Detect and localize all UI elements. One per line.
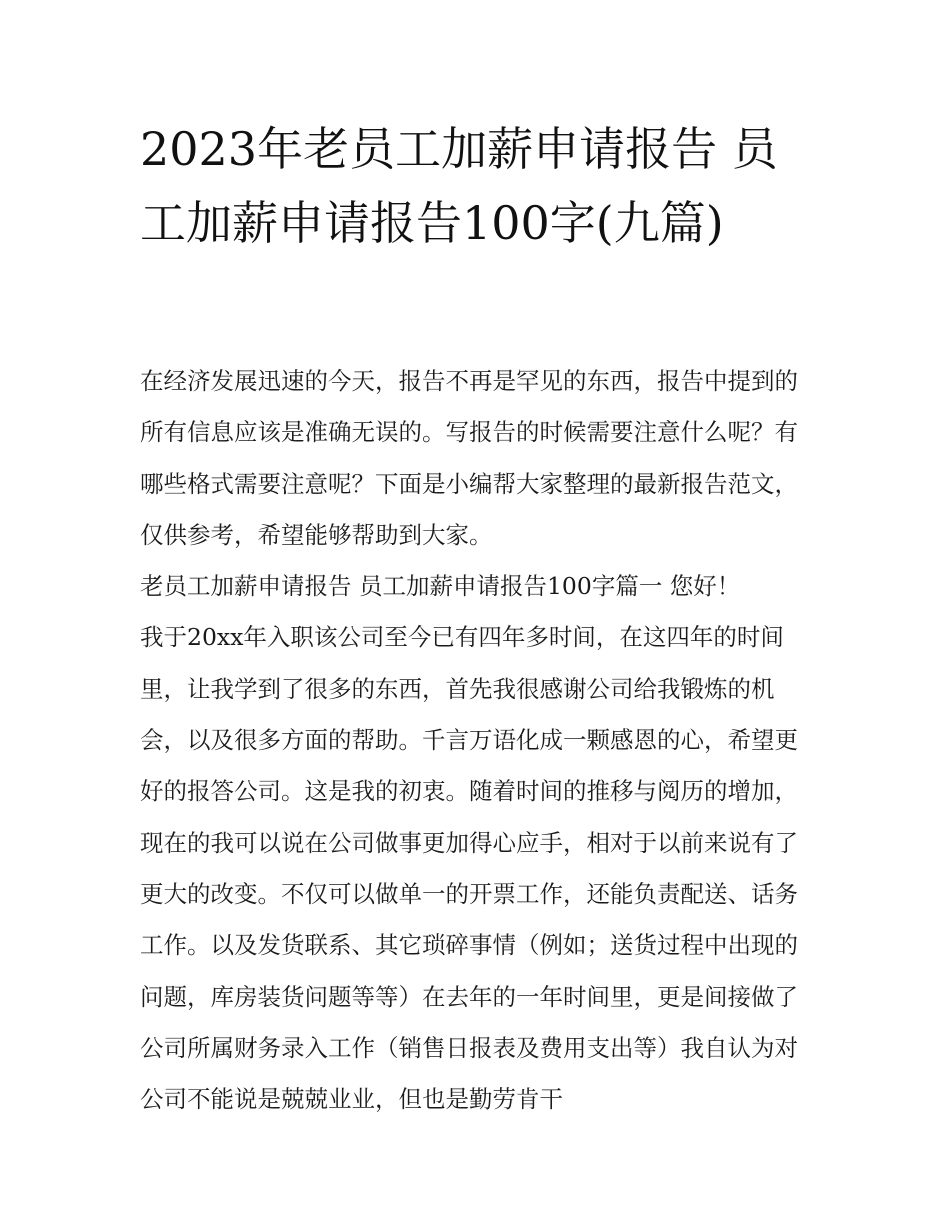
document-body [140, 356, 820, 1125]
intro-paragraph: 在经济发展迅速的今天，报告不再是罕见的东西，报告中提到的所有信息应该是准确无误的。写报告的时候需要注意什么呢？有哪些格式需要注意呢？下面是小编帮大家整理的最新报告范文，仅供参考，希望能够帮助到大家。 [140, 367, 798, 549]
section-heading-paragraph: 老员工加薪申请报告 员工加薪申请报告100字篇一 您好！ [140, 572, 741, 601]
body-paragraph: 我于20xx年入职该公司至今已有四年多时间，在这四年的时间里，让我学到了很多的东西，首先我很感谢公司给我锻炼的机会，以及很多方面的帮助。千言万语化成一颗感恩的心，希望更好的报答公司。这是我的初衷。随着时间的推移与阅历的增加，现在的我可以说在公司做事更加得心应手，相对于以前来说有了更大的改变。不仅可以做单一的开票工作，还能负责配送、话务工作。以及发货联系、其它琐碎事情（例如；送货过程中出现的问题，库房装货问题等等）在去年的一年时间里，更是间接做了公司所属财务录入工作（销售日报表及费用支出等）我自认为对公司不能说是兢兢业业，但也是勤劳肯干 [140, 623, 798, 1114]
document-title: 2023年老员工加薪申请报告 员工加薪申请报告100字(九篇) [140, 122, 778, 250]
